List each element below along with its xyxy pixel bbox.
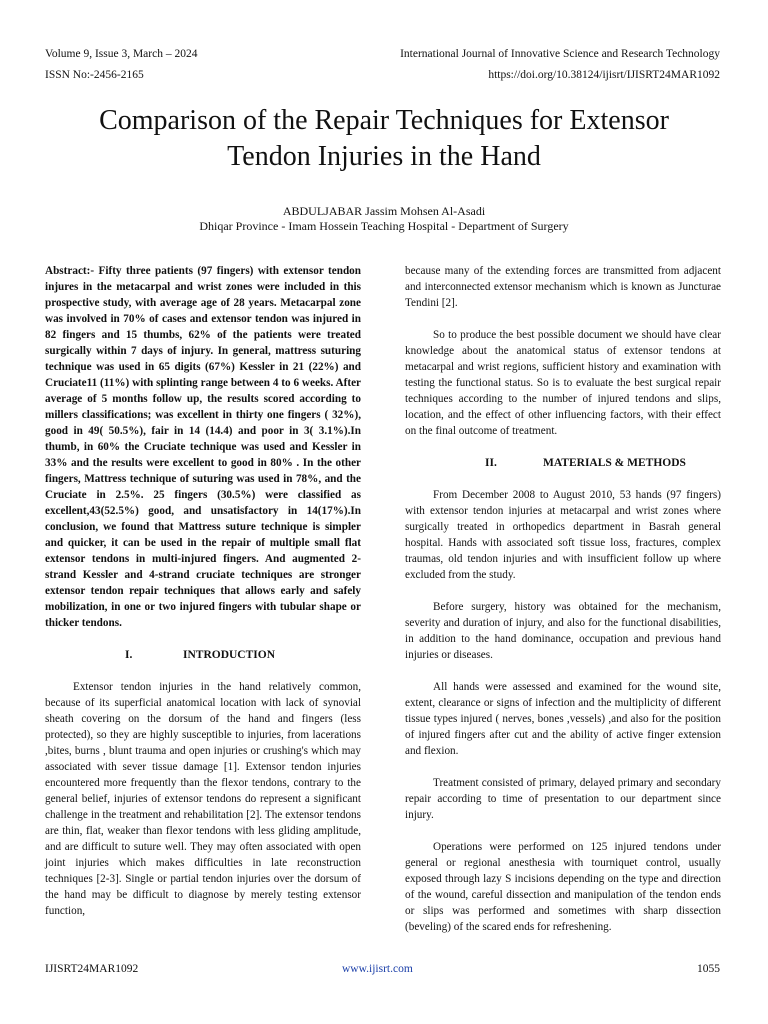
body-paragraph: because many of the extending forces are transmitted from adjacent and interconnected extensor mechanism which is known as Juncturae Tendini [2]. (405, 265, 721, 309)
title-line-1: Comparison of the Repair Techniques for Extensor (99, 105, 669, 136)
section-heading-introduction (45, 647, 361, 663)
abstract-paragraph: Abstract:- Fifty three patients (97 fingers) with extensor tendon injures in the metacarpal and wrist zones were included in this prospective study, with average age of 28 years. Metacarpal zone was involved in 70% of cases and extensor tendon was injured in 82 fingers and 15 thumbs, 62% of the patients were treated surgically within 7 days of injury. In general, mattress suturing technique was used in 65 digits (67%) Kessler in 21 (22%) and Cruciate11 (11%) with splinting range between 4 to 6 weeks. After average of 5 months follow up, the results scored according to millers classifications; was excellent in thirty one fingers ( 32%), good in 49( 50.5%), fair in 14 (14.4) and poor in 3( 3.1%).In thumb, in 60% the Cruciate technique was used and Kessler in 33% and the results were excellent to good in 80% . In the other fingers, Mattress technique of suturing was used in 78%, and the Cruciate in 2.5%. 25 fingers (30.5%) were classified as excellent,43(52.5%) good, and unsatisfactory in 14(17%).In conclusion, we found that Mattress suture technique is simpler and quicker, it can be used in the repair of multiple small flat extensor tendons in multi-injured fingers. And augmented 2-strand Kessler and 4-strand cruciate techniques are stronger extensor tendon repair techniques that allows early and safely mobilization, in one or two injured fingers with tubular shape or thicker tendons. (45, 265, 361, 629)
intro-paragraph: Extensor tendon injuries in the hand relatively common, because of its superficial anatomical location with lack of synovial sheath covering on the dorsum of the hand and fingers (less protected), so they are highly susceptible to injuries, from lacerations ,bites, burns , blunt trauma and open injuries or crushing's which may associated with sever tissue damage [1]. Extensor tendon injuries encountered more frequently than the flexor tendons, contrary to the general belief, injuries of extensor tendons do represent a significant challenge in the treatment and rehabilitation [2]. The extensor tendons are thin, flat, weaker than flexor tendons with less gliding amplitude, and are difficult to suture well. They may often associated with open joint injuries which makes difficulties in late reconstruction techniques [2-3]. Single or partial tendon injuries over the dorsum of the hand may be difficult to diagnose by merely testing extensor function, (45, 681, 361, 917)
methods-paragraph: From December 2008 to August 2010, 53 hands (97 fingers) with extensor tendon injuries at metacarpal and wrist zones where surgically treated in orthopedics department in Basrah general hospital. Hands with associated soft tissue loss, fractures, complex traumas, old tendon injuries and with insufficient follow up where excluded from the study. (405, 489, 721, 581)
methods-paragraph: Treatment consisted of primary, delayed primary and secondary repair according to time of presentation to our department since injury. (405, 777, 721, 821)
left-column (45, 263, 361, 919)
methods-paragraph: Operations were performed on 125 injured tendons under general or regional anesthesia with tourniquet control, usually exposed through lazy S incisions depending on the type and direction of the wound, careful dissection and manipulation of the tendon ends or slips was performed and sometimes with sharp dissection (beveling) of the scared ends for refreshening. (405, 841, 721, 933)
methods-paragraph: Before surgery, history was obtained for the mechanism, severity and duration of injury, and also for the functional disabilities, in addition to the hand dominance, occupation and previous hand injuries or diseases. (405, 601, 721, 661)
methods-paragraph: All hands were assessed and examined for the wound site, extent, clearance or signs of infection and the multiplicity of different tissue types injured ( nerves, bones ,vessels) ,and also for the position of injured fingers after cut and the ability of active finger extension and flexion. (405, 681, 721, 757)
header-journal: International Journal of Innovative Science and Research Technology (400, 48, 720, 60)
section-number: II. (485, 457, 497, 469)
footer-website-link[interactable]: www.ijisrt.com (342, 963, 413, 975)
header-doi-link[interactable]: https://doi.org/10.38124/ijisrt/IJISRT24MAR1092 (488, 69, 720, 81)
section-heading-methods (405, 455, 721, 471)
header-volume: Volume 9, Issue 3, March – 2024 (45, 48, 198, 60)
title-line-2: Tendon Injuries in the Hand (227, 141, 541, 172)
footer-page-number: 1055 (697, 963, 720, 975)
footer-paper-id: IJISRT24MAR1092 (45, 963, 139, 975)
right-column (405, 263, 721, 935)
section-title: INTRODUCTION (183, 649, 276, 661)
section-title: MATERIALS & METHODS (543, 457, 686, 469)
header-issn: ISSN No:-2456-2165 (45, 69, 144, 81)
body-paragraph: So to produce the best possible document we should have clear knowledge about the anatomical status of extensor tendons at metacarpal and wrist regions, sufficient history and examination with testing the functional status. So is to evaluate the best surgical repair techniques according to the number of injured tendons and slips, location, and the effect of other influencing factors, with their effect on the final outcome of treatment. (405, 329, 721, 437)
author-affiliation: Dhiqar Province - Imam Hossein Teaching Hospital - Department of Surgery (199, 219, 569, 233)
section-number: I. (125, 649, 133, 661)
paper-title (40, 103, 728, 175)
author-name: ABDULJABAR Jassim Mohsen Al-Asadi (282, 204, 486, 218)
